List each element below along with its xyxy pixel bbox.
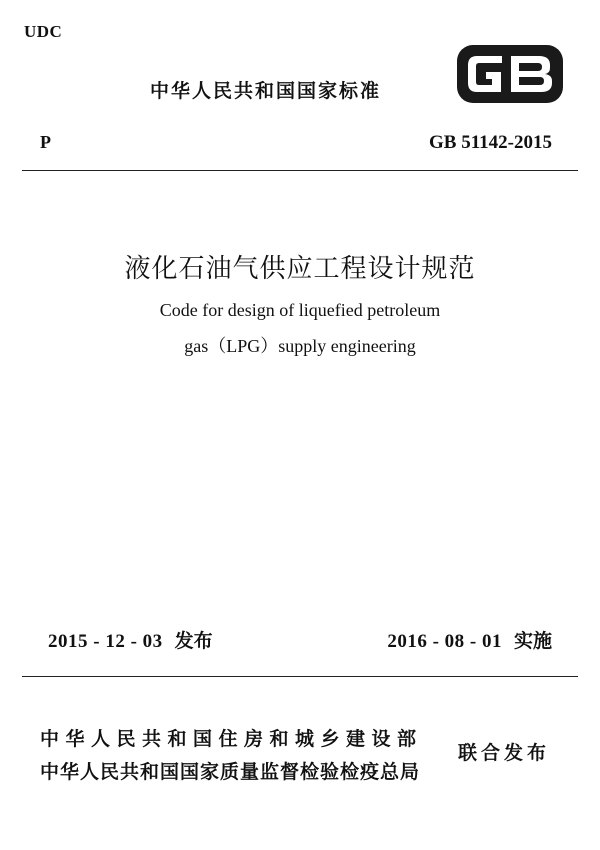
standard-number: GB 51142-2015 bbox=[429, 132, 552, 153]
classification-code: P bbox=[40, 132, 51, 152]
title-english-line2: gas（LPG）supply engineering bbox=[184, 336, 416, 356]
issue-date-block bbox=[48, 626, 213, 653]
issue-date: 2015 - 12 - 03 bbox=[48, 631, 163, 652]
implement-label: 实施 bbox=[513, 630, 552, 652]
issuer-line1: 中华人民共和国住房和城乡建设部 bbox=[40, 728, 423, 750]
issuer-line2: 中华人民共和国国家质量监督检验检疫总局 bbox=[40, 761, 421, 783]
title-english-line1: Code for design of liquefied petroleum bbox=[159, 300, 441, 320]
udc-label: UDC bbox=[24, 22, 63, 41]
issue-label: 发布 bbox=[174, 630, 213, 652]
implement-date: 2016 - 08 - 01 bbox=[387, 631, 502, 652]
standard-type: 中华人民共和国国家标准 bbox=[150, 80, 382, 102]
top-divider bbox=[22, 170, 578, 171]
joint-issue-label: 联合发布 bbox=[458, 742, 551, 764]
bottom-divider bbox=[22, 676, 578, 677]
title-chinese: 液化石油气供应工程设计规范 bbox=[124, 254, 476, 284]
gb-logo-icon bbox=[455, 42, 565, 106]
implement-date-block bbox=[387, 626, 552, 653]
